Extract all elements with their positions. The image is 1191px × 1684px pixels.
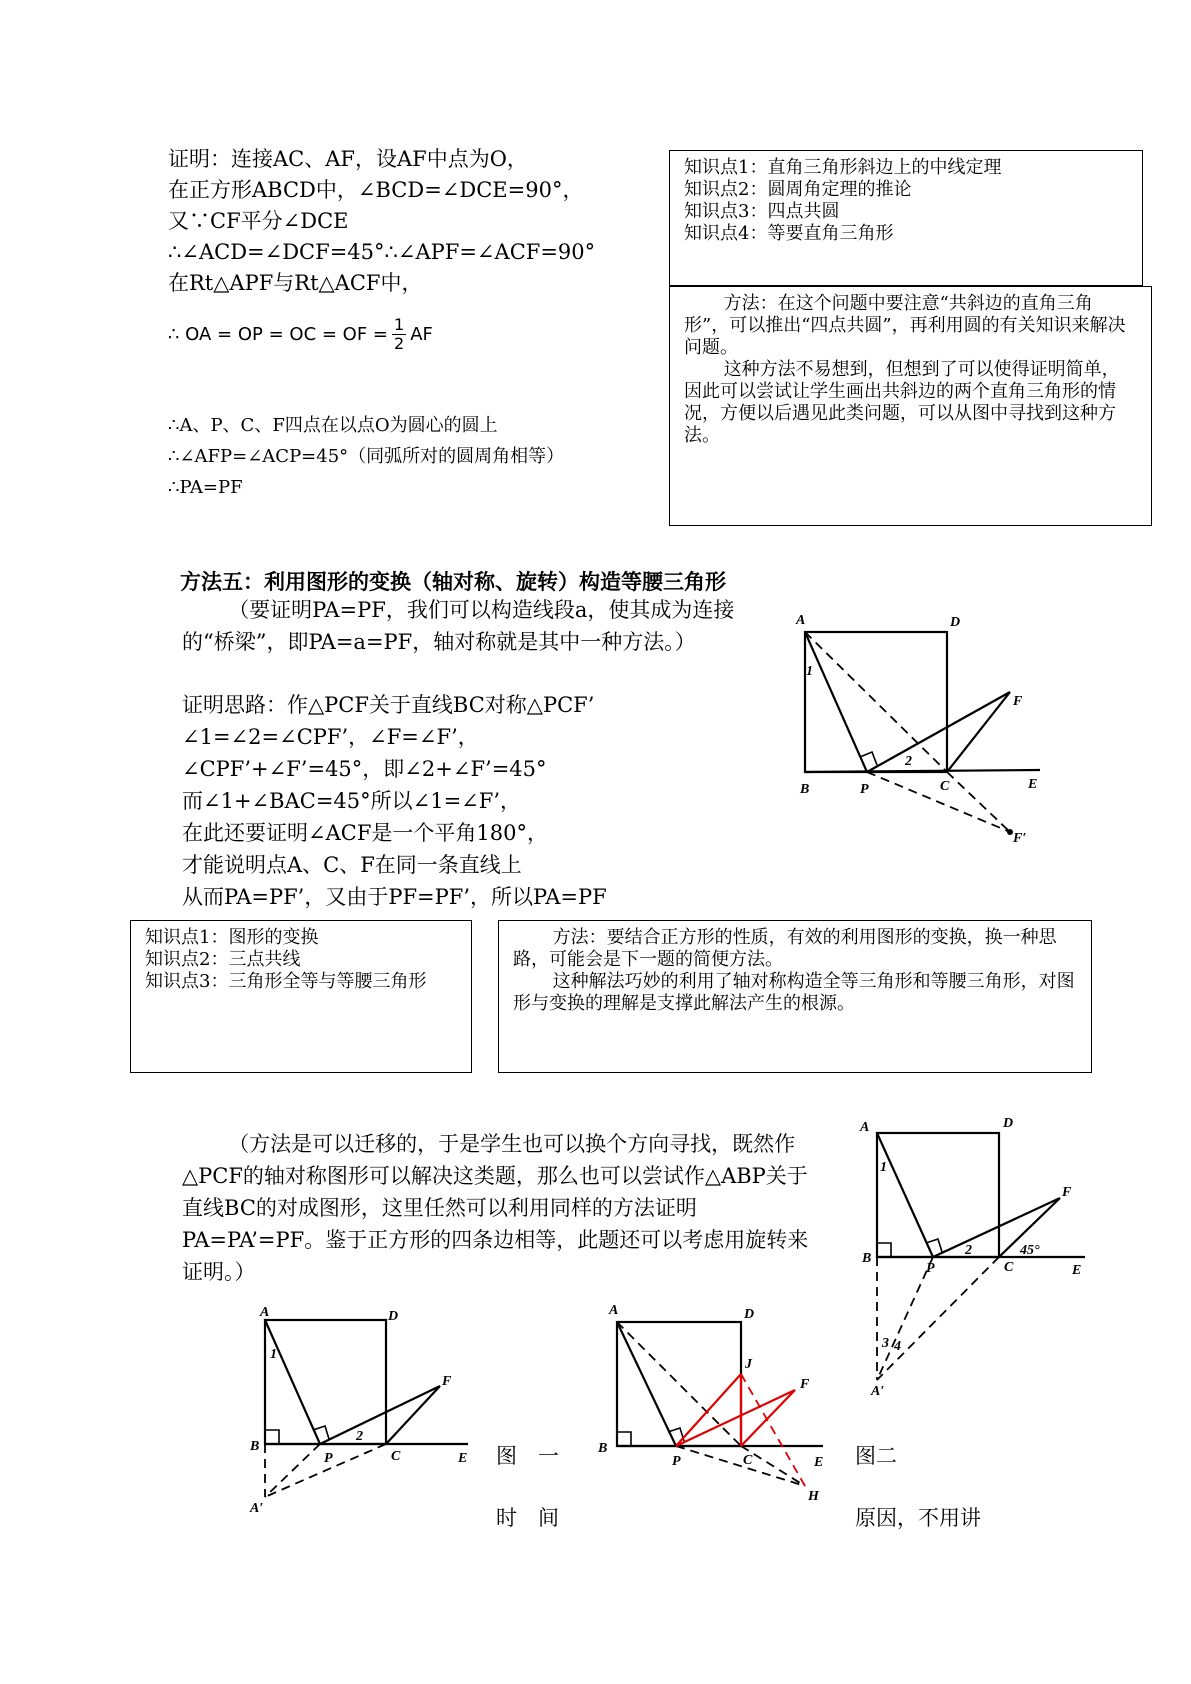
label-c: C bbox=[391, 1449, 401, 1464]
label-a: A bbox=[609, 1303, 619, 1318]
formula-prefix: ∴ OA = OP = OC = OF = bbox=[168, 324, 388, 345]
label-a: A bbox=[260, 1305, 270, 1320]
method-paragraph: 这种方法不易想到，但想到了可以使得证明简单，因此可以尝试让学生画出共斜边的两个直角三角形的情况，方便以后遇见此类问题，可以从图中寻找到这种方法。 bbox=[684, 359, 1120, 446]
knowledge-item: 知识点1：图形的变换 bbox=[145, 927, 319, 948]
method5-line: 从而PA=PF’，又由于PF=PF’，所以PA=PF bbox=[182, 885, 607, 909]
right-angle-mark-b bbox=[617, 1432, 631, 1446]
label-b: B bbox=[250, 1439, 260, 1454]
method5-heading: 方法五：利用图形的变换（轴对称、旋转）构造等腰三角形 bbox=[180, 570, 726, 594]
label-d: D bbox=[388, 1309, 399, 1324]
dashed-ph bbox=[676, 1446, 805, 1486]
label-angle-3: 3 bbox=[882, 1336, 889, 1351]
caption-figure-2: 图二 bbox=[855, 1444, 897, 1468]
method5-line: 证明思路：作△PCF关于直线BC对称△PCF’ bbox=[182, 693, 595, 717]
label-angle-1: 1 bbox=[806, 664, 813, 679]
method-paragraph: 方法：要结合正方形的性质，有效的利用图形的变换，换一种思路，可能会是下一题的简便方法。 bbox=[513, 927, 1057, 970]
knowledge-item: 知识点4：等要直角三角形 bbox=[684, 223, 894, 244]
label-f-prime: F′ bbox=[1013, 831, 1027, 846]
label-e: E bbox=[814, 1455, 824, 1470]
knowledge-item: 知识点2：三点共线 bbox=[145, 949, 301, 970]
label-p: P bbox=[672, 1454, 681, 1469]
label-a: A bbox=[796, 613, 806, 628]
label-angle-4: 4 bbox=[894, 1339, 901, 1354]
label-angle-2: 2 bbox=[965, 1243, 972, 1258]
proof4-line: 证明：连接AC、AF，设AF中点为O， bbox=[168, 147, 528, 171]
label-a: A bbox=[860, 1120, 870, 1135]
label-b: B bbox=[800, 782, 810, 797]
label-d: D bbox=[950, 615, 961, 630]
transfer-paragraph: （方法是可以迁移的，于是学生也可以换个方向寻找，既然作△PCF的轴对称图形可以解决这类题，那么也可以尝试作△ABP关于直线BC的对成图形，这里任然可以利用同样的方法证明PA=PA’=PF。鉴于正方形的四条边相等，此题还可以考虑用旋转来证明。） bbox=[182, 1132, 809, 1284]
proof4-line: 在正方形ABCD中，∠BCD=∠DCE=90°， bbox=[168, 178, 584, 202]
method5-line: ∠CPF’+∠F’=45°，即∠2+∠F’=45° bbox=[182, 757, 547, 781]
red-segment-cf bbox=[741, 1390, 795, 1446]
label-angle-1: 1 bbox=[880, 1160, 887, 1175]
label-d: D bbox=[1003, 1116, 1014, 1131]
label-45-degrees: 45° bbox=[1020, 1243, 1040, 1258]
label-c: C bbox=[743, 1453, 753, 1468]
segment-ap bbox=[617, 1322, 676, 1446]
method-paragraph: 方法：在这个问题中要注意“共斜边的直角三角形”，可以推出“四点共圆”，再利用圆的有关知识来解决问题。 bbox=[684, 293, 1126, 358]
formula-suffix: AF bbox=[410, 324, 433, 345]
proof4-line: ∴PA=PF bbox=[168, 477, 243, 498]
label-e: E bbox=[1072, 1263, 1082, 1278]
proof4-line: 又∵CF平分∠DCE bbox=[168, 209, 349, 233]
label-angle-2: 2 bbox=[356, 1429, 363, 1444]
method5-intro: （要证明PA=PF，我们可以构造线段a，使其成为连接的“桥梁”，即PA=a=PF，轴对称就是其中一种方法。） bbox=[182, 598, 735, 654]
label-j: J bbox=[745, 1357, 752, 1372]
label-angle-2: 2 bbox=[905, 754, 912, 769]
label-f: F bbox=[442, 1374, 452, 1389]
square-abcd bbox=[617, 1322, 741, 1446]
label-c: C bbox=[1004, 1260, 1014, 1275]
label-d: D bbox=[744, 1307, 755, 1322]
method5-line: ∠1=∠2=∠CPF’，∠F=∠F’， bbox=[182, 725, 479, 749]
fraction-denominator: 2 bbox=[394, 334, 405, 353]
label-e: E bbox=[458, 1451, 468, 1466]
knowledge-item: 知识点1：直角三角形斜边上的中线定理 bbox=[684, 157, 1002, 178]
dashed-ac bbox=[617, 1322, 741, 1446]
label-angle-1: 1 bbox=[270, 1347, 277, 1362]
label-h: H bbox=[808, 1489, 819, 1504]
label-p: P bbox=[860, 782, 869, 797]
label-p: P bbox=[324, 1451, 333, 1466]
caption-figure-1: 图 一 bbox=[496, 1444, 559, 1468]
knowledge-item: 知识点3：三角形全等与等腰三角形 bbox=[145, 971, 427, 992]
proof4-line: ∴∠AFP=∠ACP=45°（同弧所对的圆周角相等） bbox=[168, 446, 565, 467]
proof4-line: ∴∠ACD=∠DCF=45°∴∠APF=∠ACF=90° bbox=[168, 240, 596, 264]
label-b: B bbox=[862, 1251, 872, 1266]
label-b: B bbox=[598, 1441, 608, 1456]
method5-line: 才能说明点A、C、F在同一条直线上 bbox=[182, 853, 522, 877]
proof4-line: ∴A、P、C、F四点在以点O为圆心的圆上 bbox=[168, 415, 498, 436]
label-f: F bbox=[1013, 694, 1023, 709]
rotation-highlight bbox=[676, 1374, 795, 1446]
method5-line: 在此还要证明∠ACF是一个平角180°， bbox=[182, 821, 548, 845]
label-f: F bbox=[1062, 1185, 1072, 1200]
label-c: C bbox=[940, 779, 950, 794]
label-e: E bbox=[1028, 777, 1038, 792]
caption-figure-1-note: 时 间 bbox=[496, 1506, 559, 1530]
label-a-prime: A′ bbox=[250, 1501, 264, 1516]
knowledge-item: 知识点2：圆周角定理的推论 bbox=[684, 179, 912, 200]
label-a-prime: A′ bbox=[871, 1384, 885, 1399]
knowledge-item: 知识点3：四点共圆 bbox=[684, 201, 840, 222]
method5-line: 而∠1+∠BAC=45°所以∠1=∠F’， bbox=[182, 789, 522, 813]
proof4-line: 在Rt△APF与Rt△ACF中， bbox=[168, 271, 423, 295]
red-segment-pj bbox=[676, 1374, 741, 1446]
label-f: F bbox=[800, 1377, 810, 1392]
method-paragraph: 这种解法巧妙的利用了轴对称构造全等三角形和等腰三角形，对图形与变换的理解是支撑此解法产生的根源。 bbox=[513, 971, 1075, 1014]
caption-figure-2-note: 原因，不用讲 bbox=[855, 1506, 981, 1530]
fraction-numerator: 1 bbox=[394, 315, 405, 334]
label-p: P bbox=[926, 1261, 935, 1276]
